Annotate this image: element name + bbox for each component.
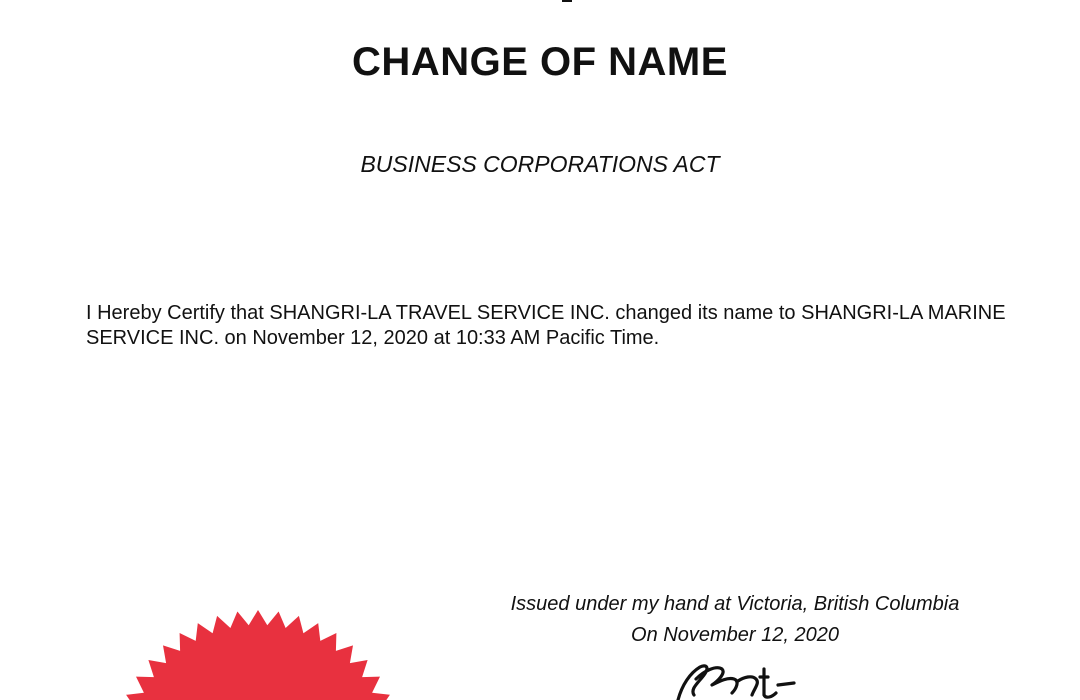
red-seal-icon [120,605,400,700]
issued-block [490,589,980,651]
signature-icon [660,655,820,700]
certificate-title: CHANGE OF NAME [352,40,728,84]
certification-statement: I Hereby Certify that SHANGRI-LA TRAVEL SERVICE INC. changed its name to SHANGRI-LA MARINE SERVICE INC. on November 12, 2020 at 10:33 AM Pacific Time. [86,302,1006,349]
act-subtitle: BUSINESS CORPORATIONS ACT [360,151,720,177]
cropped-heading-fragment [470,0,610,2]
issued-date: On November 12, 2020 [631,624,839,646]
issued-location: Issued under my hand at Victoria, British Columbia [510,593,960,615]
